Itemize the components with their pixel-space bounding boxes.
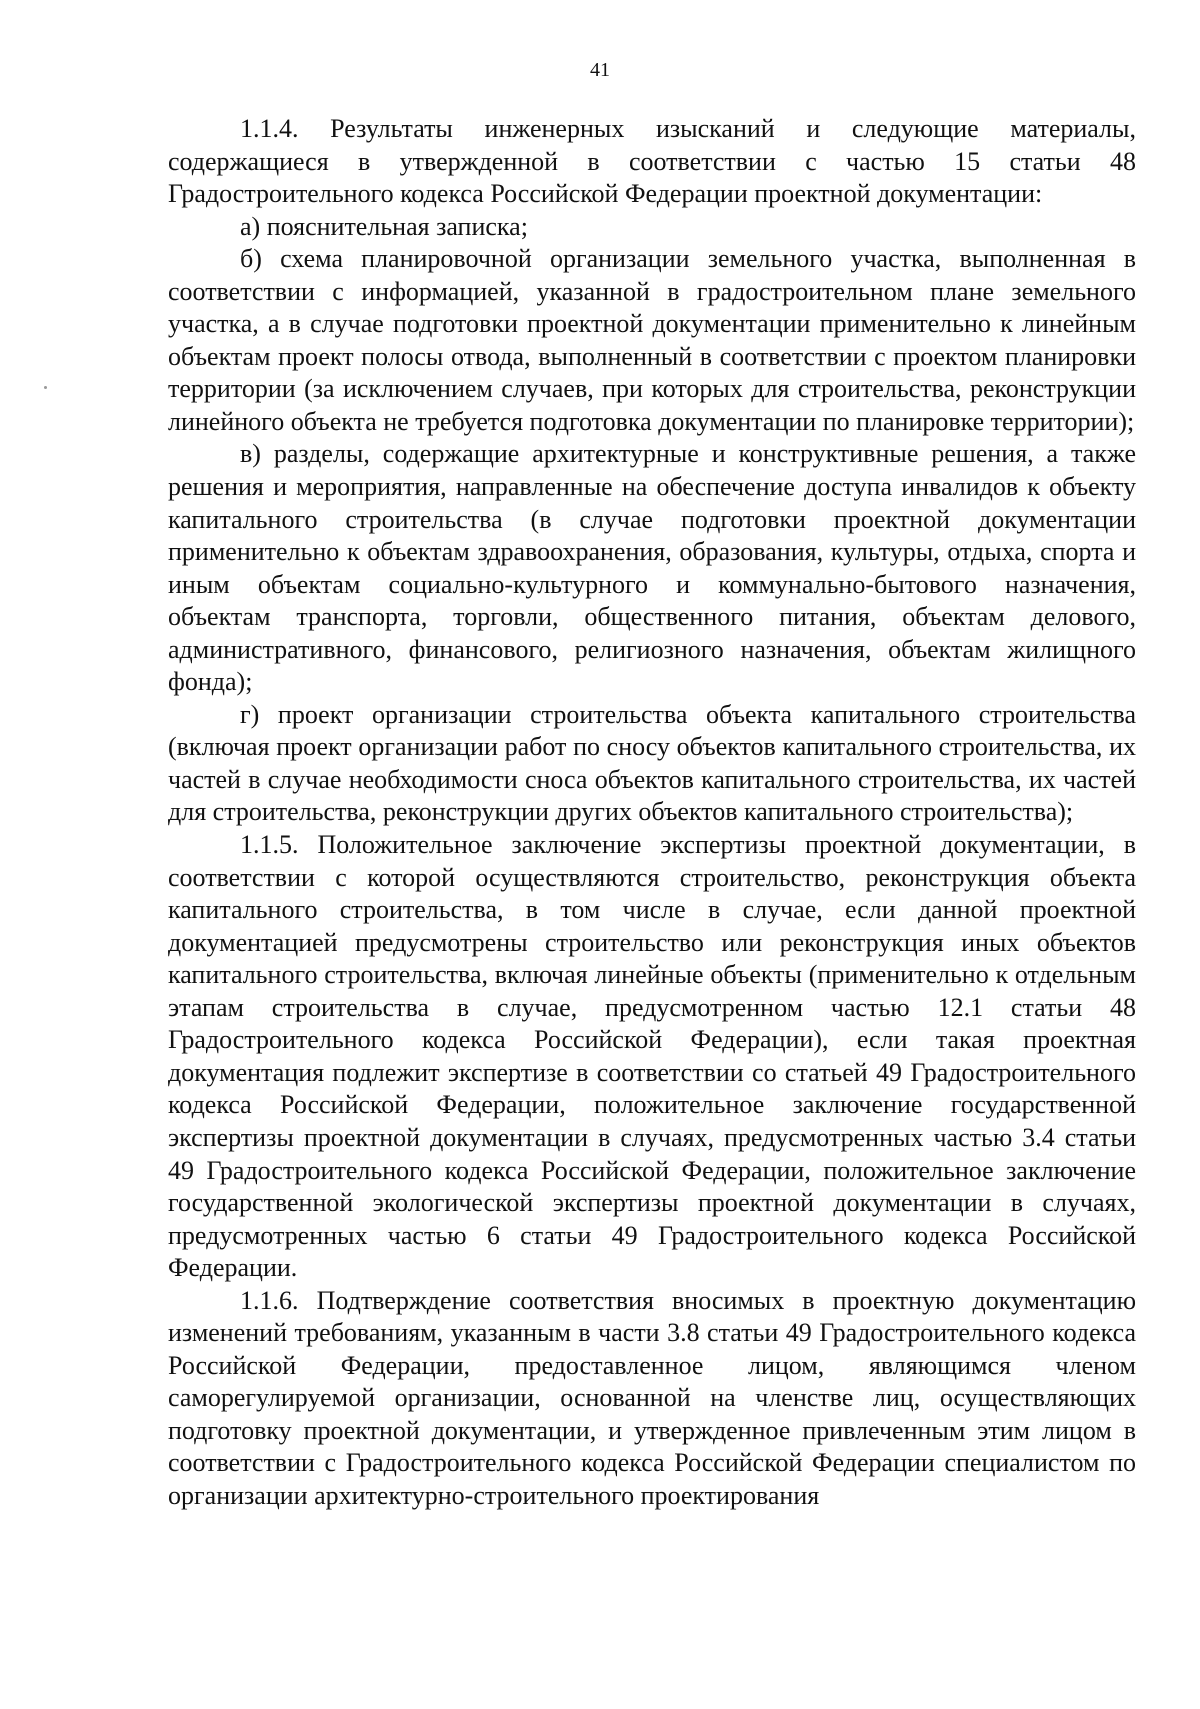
page-number: 41 <box>590 59 610 81</box>
list-item-a: а) пояснительная записка; <box>240 211 528 241</box>
list-item-b: б) схема планировочной организации земельного участка, выполненная в соответствии с информацией, указанной в градостроительном плане земельного участка, а в случае подготовки проектной документации применительно к линейным объектам проект полосы отвода, выполненный в соответствии с проектом планировки территории (за исключением случаев, при которых для строительства, реконструкции линейного объекта не требуется подготовка документации по планировке территории); <box>168 244 1136 436</box>
list-item-g: г) проект организации строительства объекта капитального строительства (включая проект организации работ по сносу объектов капитального строительства, их частей в случае необходимости сноса объектов капитального строительства, их частей для строительства, реконструкции других объектов капитального строительства); <box>168 699 1136 827</box>
document-body <box>168 113 1136 1513</box>
scan-dot <box>44 386 47 389</box>
list-item-v: в) разделы, содержащие архитектурные и конструктивные решения, а также решения и мероприятия, направленные на обеспечение доступа инвалидов к объекту капитального строительства (в случае подготовки проектной документации применительно к объектам здравоохранения, образования, культуры, отдыха, спорта и иным объектам социально-культурного и коммунально-бытового назначения, объектам транспорта, торговли, общественного питания, объектам делового, административного, финансового, религиозного назначения, объектам жилищного фонда); <box>168 439 1136 697</box>
paragraph-1-1-5: 1.1.5. Положительное заключение экспертизы проектной документации, в соответствии с которой осуществляются строительство, реконструкция объекта капитального строительства, в том числе в случае, если данной проектной документацией предусмотрены строительство или реконструкция иных объектов капитального строительства, включая линейные объекты (применительно к отдельным этапам строительства в случае, предусмотренном частью 12.1 статьи 48 Градостроительного кодекса Российской Федерации), если такая проектная документация подлежит экспертизе в соответствии со статьей 49 Градостроительного кодекса Российской Федерации, положительное заключение государственной экспертизы проектной документации в случаях, предусмотренных частью 3.4 статьи 49 Градостроительного кодекса Российской Федерации, положительное заключение государственной экологической экспертизы проектной документации в случаях, предусмотренных частью 6 статьи 49 Градостроительного кодекса Российской Федерации. <box>168 830 1136 1283</box>
paragraph-1-1-4: 1.1.4. Результаты инженерных изысканий и следующие материалы, содержащиеся в утвержденной в соответствии с частью 15 статьи 48 Градостроительного кодекса Российской Федерации проектной документации: <box>168 114 1136 209</box>
paragraph-1-1-6: 1.1.6. Подтверждение соответствия вносимых в проектную документацию изменений требованиям, указанным в части 3.8 статьи 49 Градостроительного кодекса Российской Федерации, предоставленное лицом, являющимся членом саморегулируемой организации, основанной на членстве лиц, осуществляющих подготовку проектной документации, и утвержденное привлеченным этим лицом в соответствии с Градостроительного кодекса Российской Федерации специалистом по организации архитектурно-строительного проектирования <box>168 1285 1136 1510</box>
